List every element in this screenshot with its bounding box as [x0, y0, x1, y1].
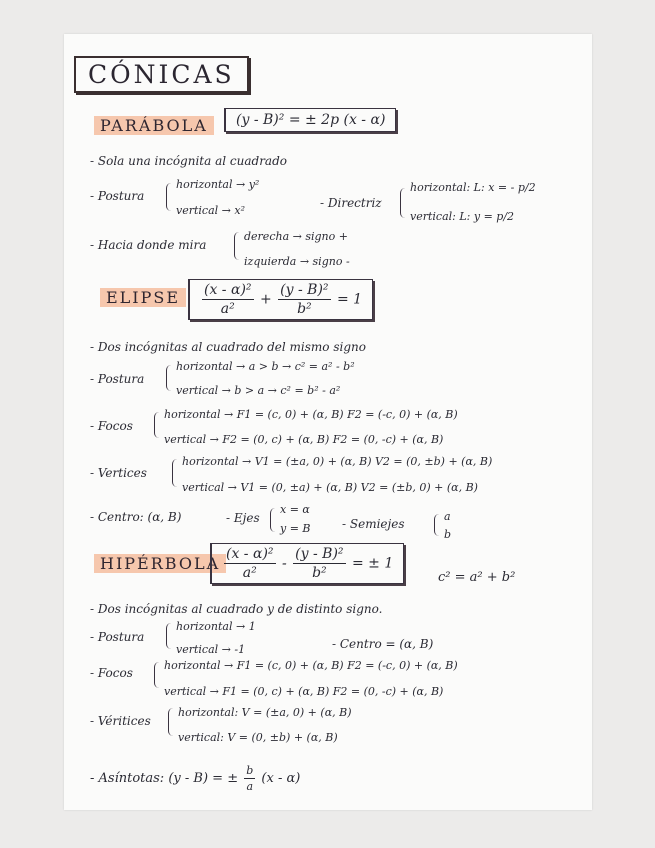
- elipse-semiejes-brace: [434, 514, 441, 536]
- elipse-focos-h: horizontal → F1 = (c, 0) + (α, B) F2 = (-c, 0) + (α, B): [164, 408, 458, 421]
- page-title: CÓNICAS: [74, 56, 249, 93]
- hiperbola-centro: - Centro = (α, B): [332, 637, 434, 651]
- hiperbola-asintotas-num: b: [246, 764, 254, 777]
- parabola-postura-label: - Postura: [90, 189, 145, 203]
- hiperbola-heading: HIPÉRBOLA: [94, 554, 226, 573]
- elipse-postura-h: horizontal → a > b → c² = a² - b²: [176, 360, 355, 373]
- parabola-formula: (y - B)² = ± 2p (x - α): [224, 108, 396, 132]
- parabola-mira-brace: [234, 232, 241, 260]
- hiperbola-postura-v: vertical → -1: [176, 643, 246, 656]
- parabola-postura-v: vertical → x²: [176, 204, 245, 217]
- elipse-eq: = 1: [337, 291, 363, 308]
- elipse-semieje-b: b: [444, 528, 452, 541]
- elipse-ejes-brace: [270, 508, 277, 532]
- elipse-vertices-v: vertical → V1 = (0, ±a) + (α, B) V2 = (±b, 0) + (α, B): [182, 481, 478, 494]
- parabola-mira-izquierda: izquierda → signo -: [244, 255, 350, 268]
- elipse-postura-v: vertical → b > a → c² = b² - a²: [176, 384, 341, 397]
- parabola-heading: PARÁBOLA: [94, 116, 214, 135]
- hiperbola-vertices-label: - Véritices: [90, 714, 151, 728]
- elipse-postura-label: - Postura: [90, 372, 145, 386]
- hiperbola-c-relation: c² = a² + b²: [438, 570, 516, 585]
- parabola-directriz-label: - Directriz: [320, 196, 382, 210]
- hiperbola-asintotas-label: - Asíntotas:: [90, 771, 165, 786]
- notes-page: [64, 34, 592, 810]
- elipse-ejes-x: x = α: [280, 503, 310, 516]
- elipse-ejes-y: y = B: [280, 522, 311, 535]
- parabola-postura-brace: [166, 183, 173, 211]
- elipse-plus: +: [259, 291, 272, 308]
- elipse-vertices-brace: [172, 459, 179, 487]
- parabola-line-1: - Sola una incógnita al cuadrado: [90, 154, 287, 168]
- hiperbola-f1-num: (x - α)²: [226, 546, 274, 562]
- elipse-vertices-label: - Vertices: [90, 466, 147, 480]
- elipse-focos-v: vertical → F2 = (0, c) + (α, B) F2 = (0, -c) + (α, B): [164, 433, 444, 446]
- elipse-semieje-a: a: [444, 510, 451, 523]
- elipse-f1-den: a²: [220, 301, 235, 317]
- hiperbola-formula: [210, 543, 404, 584]
- hiperbola-vertices-h: horizontal: V = (±a, 0) + (α, B): [178, 706, 352, 719]
- hiperbola-eq: = ± 1: [352, 555, 394, 572]
- hiperbola-postura-label: - Postura: [90, 630, 145, 644]
- hiperbola-vertices-v: vertical: V = (0, ±b) + (α, B): [178, 731, 338, 744]
- elipse-centro: - Centro: (α, B): [90, 510, 182, 524]
- hiperbola-f2-den: b²: [312, 565, 327, 581]
- elipse-ejes-label: - Ejes: [226, 511, 260, 525]
- hiperbola-focos-label: - Focos: [90, 666, 133, 680]
- elipse-heading: ELIPSE: [100, 288, 186, 307]
- elipse-vertices-h: horizontal → V1 = (±a, 0) + (α, B) V2 = (0, ±b) + (α, B): [182, 455, 493, 468]
- hiperbola-postura-brace: [166, 623, 173, 649]
- hiperbola-f2-num: (y - B)²: [295, 546, 344, 562]
- hiperbola-asintotas: [90, 764, 300, 793]
- hiperbola-minus: -: [281, 555, 287, 572]
- elipse-postura-brace: [166, 365, 173, 391]
- hiperbola-asintotas-rhs: (x - α): [261, 771, 301, 786]
- hiperbola-f1-den: a²: [242, 565, 257, 581]
- hiperbola-asintotas-lhs: (y - B) = ±: [168, 771, 239, 786]
- hiperbola-vertices-brace: [168, 708, 175, 736]
- hiperbola-postura-h: horizontal → 1: [176, 620, 256, 633]
- parabola-postura-h: horizontal → y²: [176, 178, 260, 191]
- hiperbola-line-1: - Dos incógnitas al cuadrado y de distinto signo.: [90, 602, 383, 616]
- parabola-mira-derecha: derecha → signo +: [244, 230, 348, 243]
- elipse-f2-den: b²: [297, 301, 312, 317]
- elipse-focos-brace: [154, 412, 161, 438]
- parabola-directriz-h: horizontal: L: x = - p/2: [410, 181, 536, 194]
- elipse-focos-label: - Focos: [90, 419, 133, 433]
- elipse-f2-num: (y - B)²: [280, 282, 329, 298]
- elipse-formula: [188, 279, 373, 320]
- hiperbola-focos-brace: [154, 662, 161, 688]
- hiperbola-asintotas-den: a: [246, 780, 254, 793]
- parabola-directriz-v: vertical: L: y = p/2: [410, 210, 515, 223]
- parabola-directriz-brace: [400, 188, 407, 218]
- hiperbola-focos-v: vertical → F1 = (0, c) + (α, B) F2 = (0, -c) + (α, B): [164, 685, 444, 698]
- elipse-line-1: - Dos incógnitas al cuadrado del mismo signo: [90, 340, 366, 354]
- elipse-semiejes-label: - Semiejes: [342, 517, 405, 531]
- parabola-mira-label: - Hacia donde mira: [90, 238, 207, 252]
- elipse-f1-num: (x - α)²: [204, 282, 252, 298]
- hiperbola-focos-h: horizontal → F1 = (c, 0) + (α, B) F2 = (-c, 0) + (α, B): [164, 659, 458, 672]
